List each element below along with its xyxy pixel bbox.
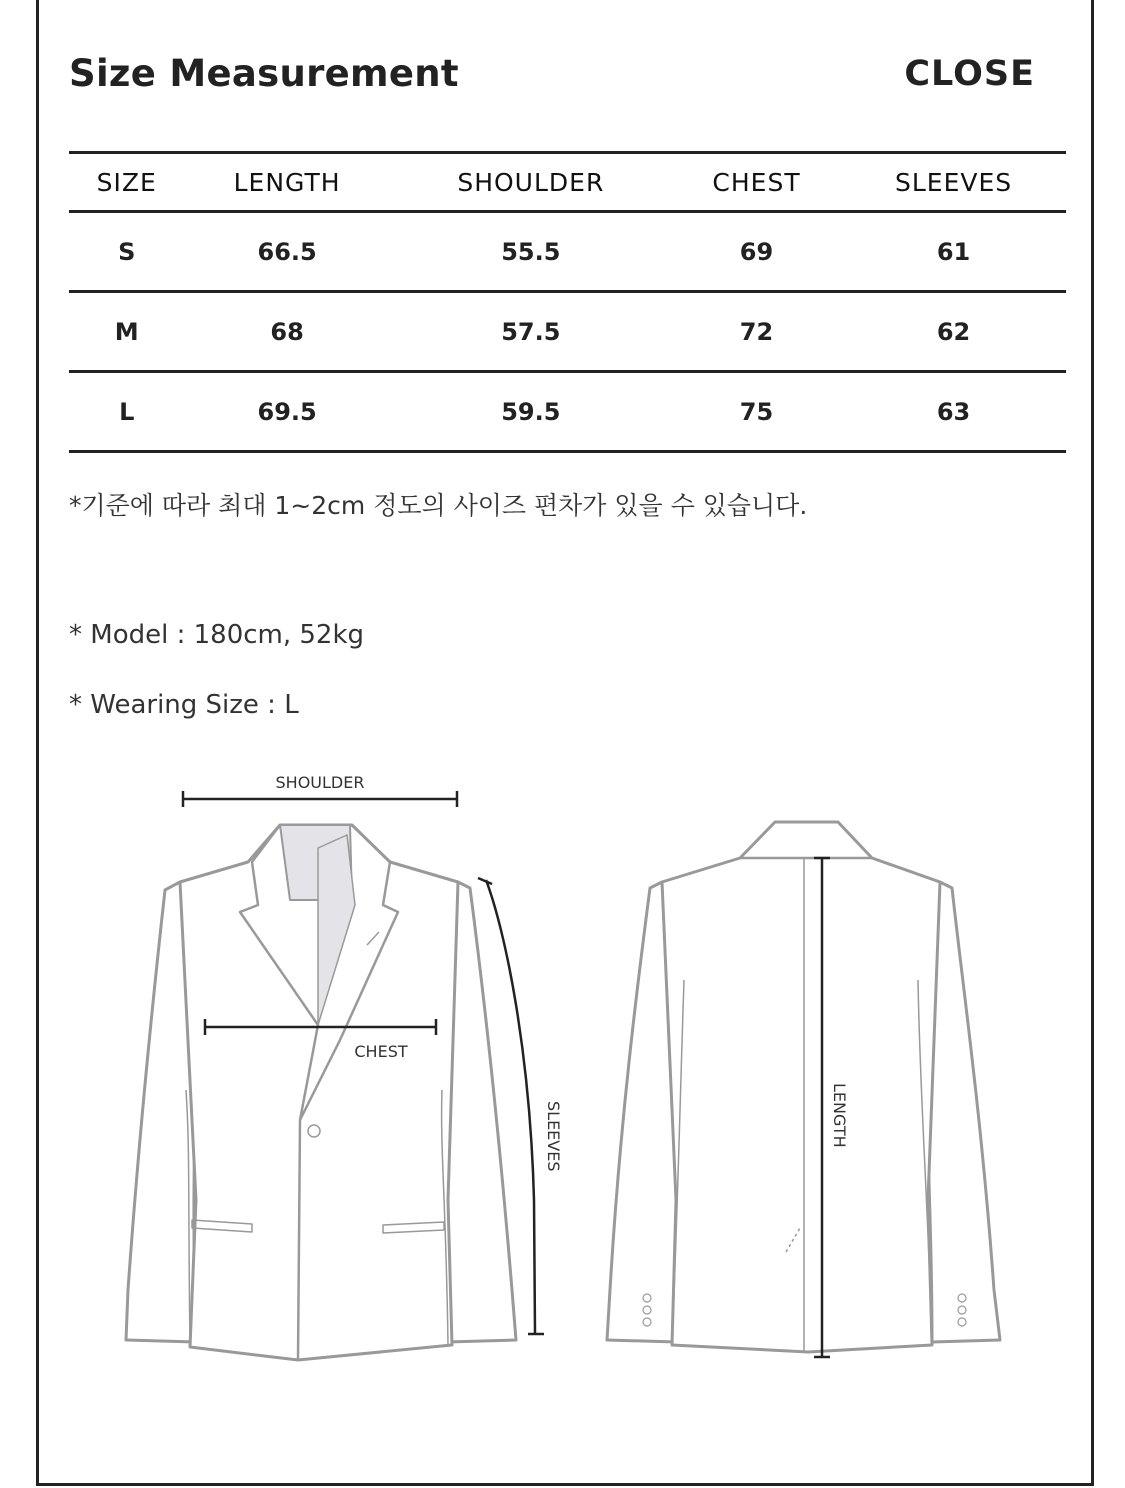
table-cell: S xyxy=(69,212,184,292)
sleeves-label: SLEEVES xyxy=(544,1101,563,1172)
table-cell: 69.5 xyxy=(184,372,389,452)
table-cell: 68 xyxy=(184,292,389,372)
column-header-sleeves: SLEEVES xyxy=(841,153,1066,212)
column-header-shoulder: SHOULDER xyxy=(390,153,672,212)
page-title: Size Measurement xyxy=(69,52,459,95)
table-cell: L xyxy=(69,372,184,452)
table-cell: 57.5 xyxy=(390,292,672,372)
table-cell: 62 xyxy=(841,292,1066,372)
chest-label: CHEST xyxy=(354,1042,408,1061)
column-header-size: SIZE xyxy=(69,153,184,212)
model-info: * Model : 180cm, 52kg xyxy=(69,620,365,650)
column-header-length: LENGTH xyxy=(184,153,389,212)
shoulder-label: SHOULDER xyxy=(275,773,365,792)
column-header-chest: CHEST xyxy=(672,153,841,212)
shoulder-measure-line xyxy=(183,791,457,807)
table-cell: 55.5 xyxy=(390,212,672,292)
table-cell: 66.5 xyxy=(184,212,389,292)
table-cell: 61 xyxy=(841,212,1066,292)
jacket-back-illustration xyxy=(607,822,1000,1352)
table-cell: 75 xyxy=(672,372,841,452)
table-cell: 63 xyxy=(841,372,1066,452)
table-cell: 69 xyxy=(672,212,841,292)
table-cell: M xyxy=(69,292,184,372)
close-button[interactable]: CLOSE xyxy=(904,54,1035,94)
table-cell: 59.5 xyxy=(390,372,672,452)
table-cell: 72 xyxy=(672,292,841,372)
length-label: LENGTH xyxy=(830,1083,849,1148)
jacket-front-illustration xyxy=(126,825,516,1360)
wearing-size-info: * Wearing Size : L xyxy=(69,690,299,720)
size-deviation-note: *기준에 따라 최대 1~2cm 정도의 사이즈 편차가 있을 수 있습니다. xyxy=(69,491,808,520)
